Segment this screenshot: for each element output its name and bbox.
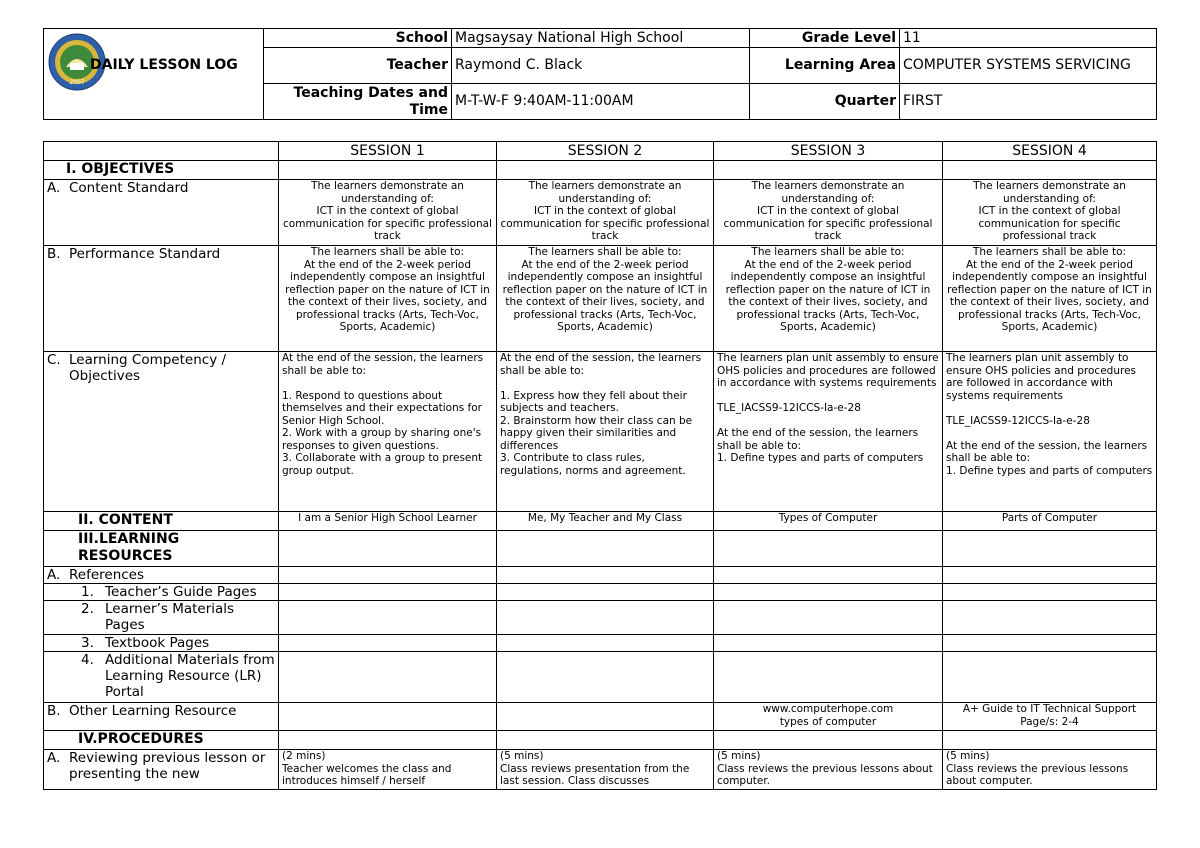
- document-title: DAILY LESSON LOG: [90, 57, 238, 73]
- reviewing-lesson-s3: (5 mins) Class reviews the previous lessons about computer.: [714, 750, 943, 790]
- row-label: Performance Standard: [69, 246, 221, 262]
- empty-cell: [943, 584, 1157, 601]
- row-label: Reviewing previous lesson or presenting the new: [69, 750, 266, 782]
- empty-cell: [714, 731, 943, 750]
- empty-cell: [279, 567, 497, 584]
- learning-competency-s2: At the end of the session, the learners shall be able to: 1. Express how they fell about their subjects and teachers. 2. Brainstorm how their class can be happy given their similarities and differences 3. Contribute to class rules, regulations, norms and agreement.: [497, 352, 714, 512]
- header-table: [43, 28, 1157, 120]
- empty-cell: [497, 584, 714, 601]
- session-3-header: SESSION 3: [714, 142, 943, 161]
- row-prefix: 3.: [81, 635, 94, 651]
- empty-cell: [279, 731, 497, 750]
- empty-cell: [279, 161, 497, 180]
- empty-cell: [279, 652, 497, 703]
- grade-level-value: 11: [900, 29, 1157, 48]
- references-label: [44, 567, 279, 584]
- content-standard-label: [44, 180, 279, 246]
- logo-title-cell: [44, 29, 264, 120]
- session-4-header: SESSION 4: [943, 142, 1157, 161]
- learning-competency-s4: The learners plan unit assembly to ensure OHS policies and procedures are followed in accordance with systems requirements TLE_IACSS9-12ICCS-Ia-e-28 At the end of the session, the learners shall be able to: 1. Define types and parts of computers: [943, 352, 1157, 512]
- objectives-heading: I. OBJECTIVES: [44, 161, 279, 180]
- content-s2: Me, My Teacher and My Class: [497, 512, 714, 531]
- procedures-heading: IV.PROCEDURES: [44, 731, 279, 750]
- row-prefix: B.: [47, 246, 61, 262]
- empty-cell: [279, 584, 497, 601]
- grade-level-label: Grade Level: [750, 29, 900, 48]
- additional-materials-label: [44, 652, 279, 703]
- row-label: Additional Materials from Learning Resource (LR) Portal: [105, 652, 275, 700]
- empty-cell: [714, 531, 943, 567]
- empty-cell: [497, 635, 714, 652]
- lesson-log-table: [43, 141, 1157, 790]
- empty-cell: [279, 635, 497, 652]
- learning-resources-heading: III.LEARNING RESOURCES: [44, 531, 279, 567]
- row-label: Other Learning Resource: [69, 703, 237, 719]
- school-value: Magsaysay National High School: [452, 29, 750, 48]
- empty-cell: [943, 567, 1157, 584]
- session-2-header: SESSION 2: [497, 142, 714, 161]
- learning-area-label: Learning Area: [750, 48, 900, 84]
- empty-cell: [943, 531, 1157, 567]
- empty-cell: [497, 731, 714, 750]
- empty-cell: [943, 635, 1157, 652]
- performance-standard-label: [44, 246, 279, 352]
- row-prefix: A.: [47, 180, 61, 196]
- teacher-label: Teacher: [264, 48, 452, 84]
- content-standard-s2: The learners demonstrate an understanding of: ICT in the context of global communication for specific professional track: [497, 180, 714, 246]
- teaching-dates-label: Teaching Dates and Time: [264, 84, 452, 120]
- content-s1: I am a Senior High School Learner: [279, 512, 497, 531]
- learning-competency-label: [44, 352, 279, 512]
- content-s4: Parts of Computer: [943, 512, 1157, 531]
- other-resource-s3: www.computerhope.com types of computer: [714, 703, 943, 731]
- seal-year: 2007: [69, 79, 85, 86]
- other-resource-s1: [279, 703, 497, 731]
- content-standard-s4: The learners demonstrate an understanding of: ICT in the context of global communication for specific professional track: [943, 180, 1157, 246]
- empty-cell: [497, 601, 714, 635]
- empty-cell: [497, 652, 714, 703]
- row-label: Learner’s Materials Pages: [105, 601, 235, 633]
- row-label: Textbook Pages: [105, 635, 210, 651]
- empty-cell: [497, 567, 714, 584]
- other-resource-s2: [497, 703, 714, 731]
- empty-cell: [714, 635, 943, 652]
- empty-cell: [279, 601, 497, 635]
- other-resource-s4: A+ Guide to IT Technical Support Page/s: 2-4: [943, 703, 1157, 731]
- session-1-header: SESSION 1: [279, 142, 497, 161]
- teachers-guide-label: [44, 584, 279, 601]
- learning-competency-s3: The learners plan unit assembly to ensure OHS policies and procedures are followed in accordance with systems requirements TLE_IACSS9-12ICCS-Ia-e-28 At the end of the session, the learners shall be able to: 1. Define types and parts of computers: [714, 352, 943, 512]
- row-label: Content Standard: [69, 180, 189, 196]
- content-standard-s1: The learners demonstrate an understanding of: ICT in the context of global communication for specific professional track: [279, 180, 497, 246]
- row-prefix: B.: [47, 703, 61, 719]
- row-prefix: C.: [47, 352, 61, 368]
- performance-standard-s1: The learners shall be able to: At the end of the 2-week period independently compose an insightful reflection paper on the nature of ICT in the context of their lives, society, and professional tracks (Arts, Tech-Voc, Sports, Academic): [279, 246, 497, 352]
- empty-cell: [497, 161, 714, 180]
- teacher-value: Raymond C. Black: [452, 48, 750, 84]
- learners-materials-label: [44, 601, 279, 635]
- content-standard-s3: The learners demonstrate an understanding of: ICT in the context of global communication for specific professional track: [714, 180, 943, 246]
- empty-cell: [714, 161, 943, 180]
- row-prefix: A.: [47, 567, 61, 583]
- performance-standard-s3: The learners shall be able to: At the end of the 2-week period independently compose an insightful reflection paper on the nature of ICT in the context of their lives, society, and professional tracks (Arts, Tech-Voc, Sports, Academic): [714, 246, 943, 352]
- reviewing-lesson-s1: (2 mins) Teacher welcomes the class and introduces himself / herself: [279, 750, 497, 790]
- empty-cell: [943, 161, 1157, 180]
- teaching-dates-value: M-T-W-F 9:40AM-11:00AM: [452, 84, 750, 120]
- row-label: Teacher’s Guide Pages: [105, 584, 257, 600]
- quarter-label: Quarter: [750, 84, 900, 120]
- empty-cell: [714, 567, 943, 584]
- empty-cell: [714, 652, 943, 703]
- performance-standard-s4: The learners shall be able to: At the end of the 2-week period independently compose an insightful reflection paper on the nature of ICT in the context of their lives, society, and professional tracks (Arts, Tech-Voc, Sports, Academic): [943, 246, 1157, 352]
- empty-cell: [497, 531, 714, 567]
- empty-cell: [279, 531, 497, 567]
- row-label: References: [69, 567, 145, 583]
- reviewing-lesson-s4: (5 mins) Class reviews the previous lessons about computer.: [943, 750, 1157, 790]
- empty-cell: [714, 584, 943, 601]
- row-label: Learning Competency / Objectives: [69, 352, 227, 384]
- content-heading: II. CONTENT: [44, 512, 279, 531]
- empty-cell: [943, 601, 1157, 635]
- row-prefix: A.: [47, 750, 61, 766]
- row-prefix: 2.: [81, 601, 94, 617]
- school-label: School: [264, 29, 452, 48]
- content-s3: Types of Computer: [714, 512, 943, 531]
- textbook-label: [44, 635, 279, 652]
- empty-cell: [943, 652, 1157, 703]
- performance-standard-s2: The learners shall be able to: At the end of the 2-week period independently compose an insightful reflection paper on the nature of ICT in the context of their lives, society, and professional tracks (Arts, Tech-Voc, Sports, Academic): [497, 246, 714, 352]
- empty-cell: [714, 601, 943, 635]
- learning-area-value: COMPUTER SYSTEMS SERVICING: [900, 48, 1157, 84]
- row-prefix: 1.: [81, 584, 94, 600]
- blank-corner-cell: [44, 142, 279, 161]
- reviewing-lesson-s2: (5 mins) Class reviews presentation from the last session. Class discusses: [497, 750, 714, 790]
- learning-competency-s1: At the end of the session, the learners shall be able to: 1. Respond to questions about themselves and their expectations for Senior High School. 2. Work with a group by sharing one's responses to given questions. 3. Collaborate with a group to present group output.: [279, 352, 497, 512]
- empty-cell: [943, 731, 1157, 750]
- row-prefix: 4.: [81, 652, 94, 668]
- quarter-value: FIRST: [900, 84, 1157, 120]
- other-resource-label: [44, 703, 279, 731]
- reviewing-lesson-label: [44, 750, 279, 790]
